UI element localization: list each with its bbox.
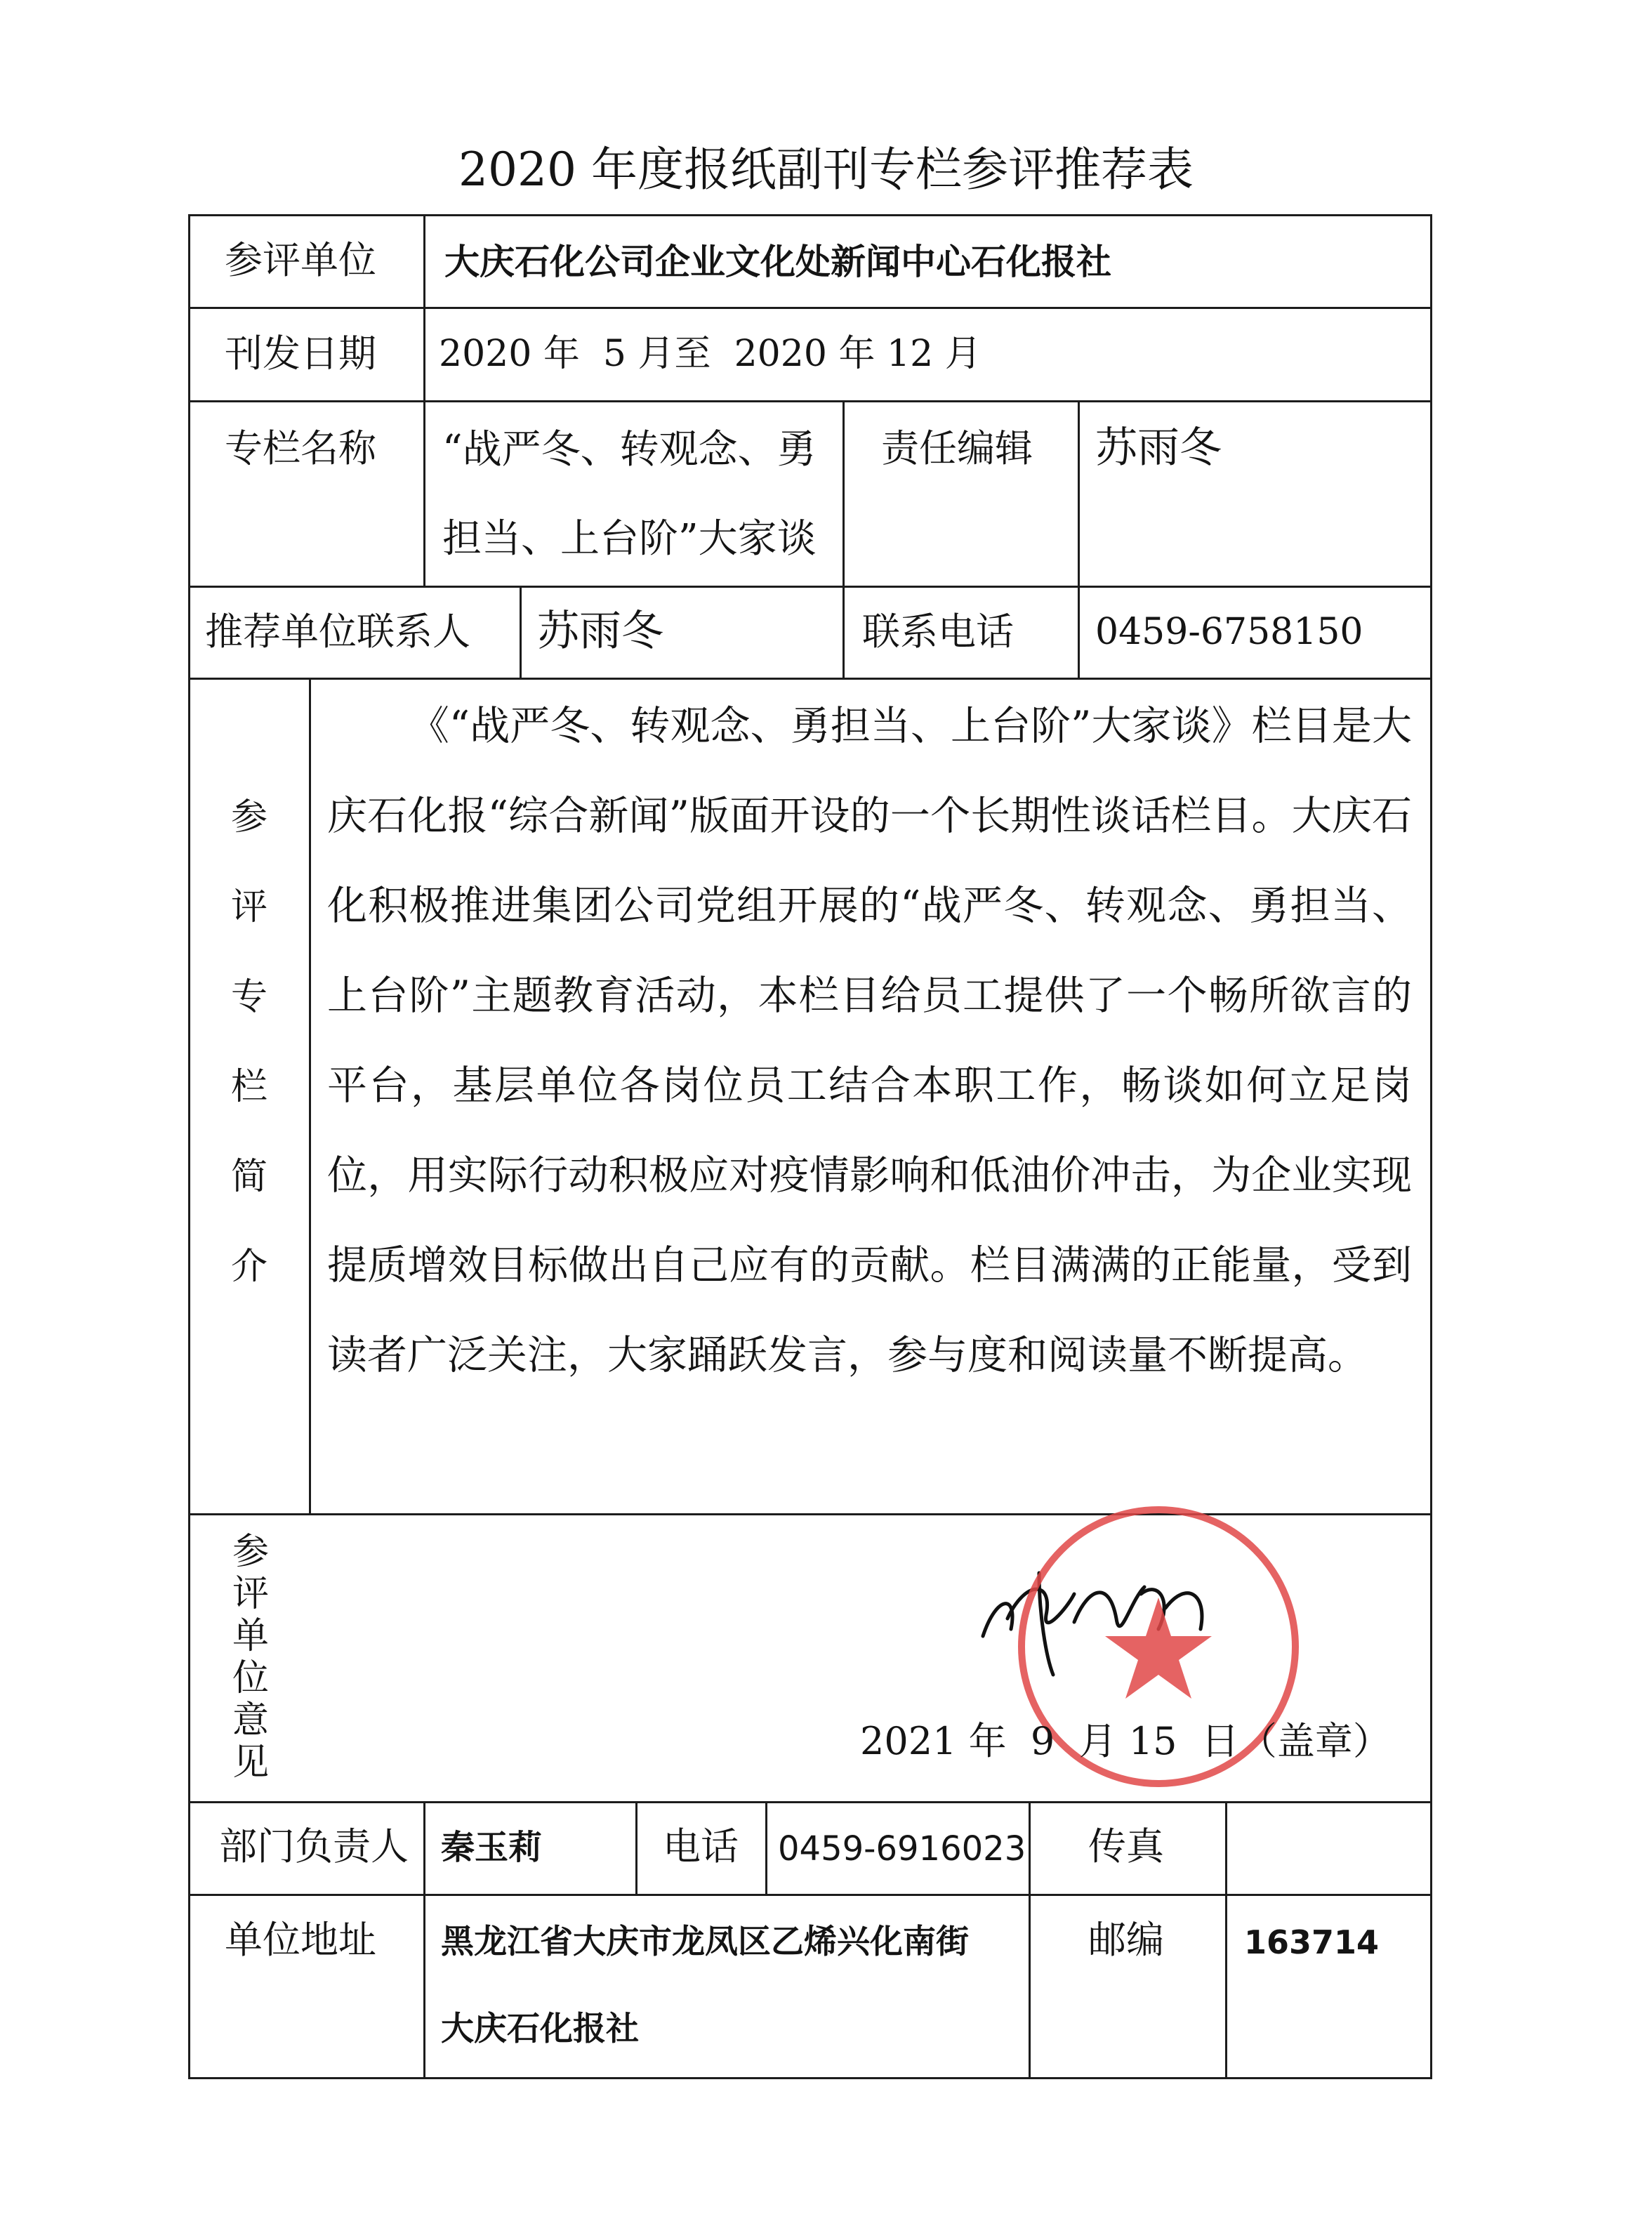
intro-label: 参评专栏简介: [230, 796, 267, 1288]
unit-label: 参评单位: [225, 238, 376, 282]
column-name-line2: 担当、上台阶”大家谈: [442, 516, 817, 562]
page-title: 2020 年度报纸副刊专栏参评推荐表: [458, 143, 1194, 197]
editor-value: 苏雨冬: [1095, 423, 1222, 473]
editor-label: 责任编辑: [881, 426, 1033, 470]
address-label: 单位地址: [225, 1918, 376, 1962]
intro-text: 《“战严冬、转观念、勇担当、上台阶”大家谈》栏目是大庆石化报“综合新闻”版面开设的一个长期性谈话栏目。大庆石化积极推进集团公司党组开展的“战严冬、转观念、勇担当、上台阶”主题教育活动，本栏目给员工提供了一个畅所欲言的平台，基层单位各岗位员工结合本职工作，畅谈如何立足岗位，用实际行动积极应对疫情影响和低油价冲击，为企业实现提质增效目标做出自己应有的贡献。栏目满满的正能量，受到读者广泛关注，大家踊跃发言，参与度和阅读量不断提高。: [327, 703, 1412, 1378]
tel-label: 电话: [663, 1824, 739, 1869]
dept-head-value: 秦玉莉: [441, 1828, 543, 1867]
dept-head-label: 部门负责人: [219, 1824, 409, 1869]
unit-value: 大庆石化公司企业文化处新闻中心石化报社: [444, 242, 1111, 282]
opinion-date: 2021 年 9 月 15 日（盖章）: [860, 1719, 1391, 1763]
column-name-label: 专栏名称: [225, 426, 376, 470]
phone-value: 0459-6758150: [1095, 611, 1363, 653]
contact-value: 苏雨冬: [537, 607, 663, 656]
address-line2: 大庆石化报社: [441, 2010, 639, 2048]
opinion-label: 参评单位意见: [232, 1531, 269, 1784]
address-line1: 黑龙江省大庆市龙凤区乙烯兴化南街: [441, 1923, 969, 1961]
tel-value: 0459-6916023: [778, 1829, 1026, 1869]
column-name-line1: “战严冬、转观念、勇: [442, 427, 817, 473]
postcode-value: 163714: [1244, 1923, 1380, 1961]
date-label: 刊发日期: [225, 331, 376, 376]
contact-label: 推荐单位联系人: [205, 610, 470, 654]
phone-label: 联系电话: [862, 610, 1014, 654]
fax-label: 传真: [1088, 1824, 1164, 1869]
date-value: 2020 年 5 月至 2020 年 12 月: [439, 333, 982, 375]
postcode-label: 邮编: [1088, 1918, 1164, 1962]
